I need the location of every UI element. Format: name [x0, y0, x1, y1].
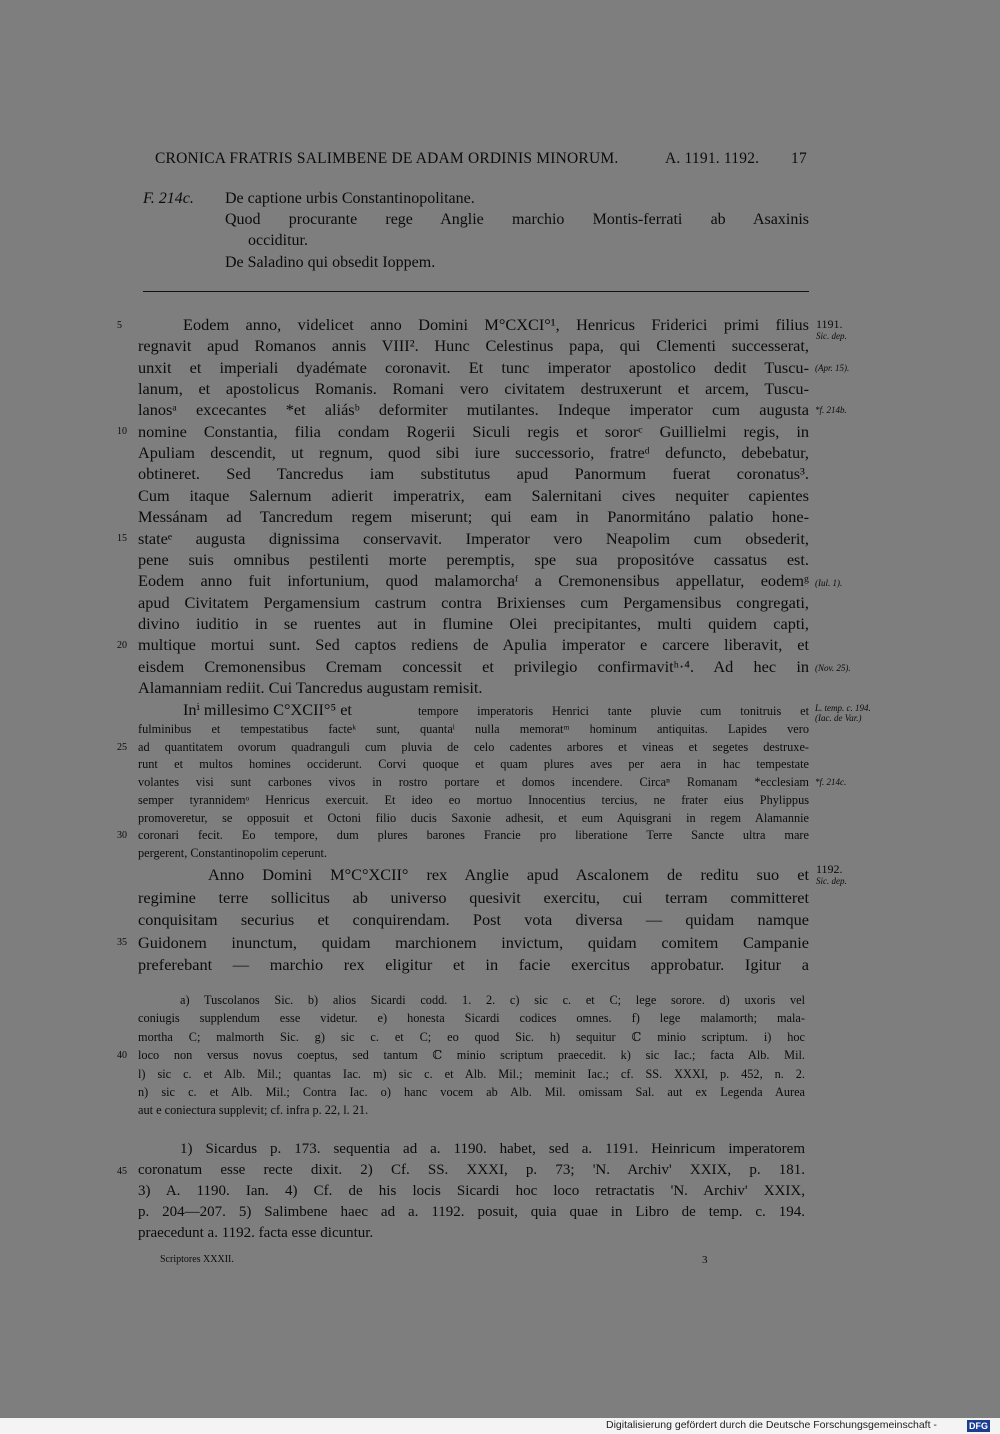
- footnote-line: coronatum esse recte dixit. 2) Cf. SS. XXXI, p. 73; 'N. Archiv' XXIX, p. 181.: [138, 1162, 805, 1178]
- text-line: coronari fecit. Eo tempore, dum plures barones Francie pro liberatione Terre Sancte ultra mare: [138, 828, 809, 843]
- text-line: lanum, et apostolicus Romanis. Romani vero civitatem destruxerunt et arcem, Tuscu-: [138, 379, 809, 399]
- apparatus-line: l) sic c. et Alb. Mil.; quantas Iac. m) sic c. et Alb. Mil.; meminit Iac.; cf. SS. XXXI, p. 452, n. 2.: [138, 1066, 805, 1081]
- text-line: stateᵉ augusta dignissima conservavit. Imperator vero Neapolim cum obsederit,: [138, 528, 809, 548]
- signature-left: Scriptores XXXII.: [160, 1254, 234, 1265]
- text-line: multique mortui sunt. Sed captos rediens de Apulia imperator e carcere liberavit, et: [138, 635, 809, 655]
- capitulum-line: Quod procurante rege Anglie marchio Montis-ferrati ab Asaxinis: [225, 211, 809, 228]
- footnote-line: 3) A. 1190. Ian. 4) Cf. de his locis Sicardi hoc loco retractatis 'N. Archiv' XXIX,: [138, 1183, 805, 1199]
- text-line: tempore imperatoris Henrici tante pluvie cum tonitruis et: [418, 704, 809, 718]
- footnote-line: p. 204—207. 5) Salimbene haec ad a. 1192. posuit, quia quae in Libro de temp. c. 194.: [138, 1204, 805, 1220]
- text-line: Guidonem inunctum, quidam marchionem invictum, quidam comitem Campanie: [138, 932, 809, 952]
- text-line: volantes visi sunt carbones vivos in rostro portare et domos incendere. Circaⁿ Romanam *ecclesiam: [138, 775, 809, 790]
- separator-rule: [143, 291, 809, 292]
- text-line: apud Civitatem Pergamensium castrum contra Brixienses cum Pergamensibus congregati,: [138, 592, 809, 612]
- apparatus-line: aut e coniectura supplevit; cf. infra p. 22, l. 21.: [138, 1103, 369, 1118]
- funding-note: Digitalisierung gefördert durch die Deutsche Forschungsgemeinschaft -: [606, 1419, 937, 1431]
- apparatus-line: a) Tuscolanos Sic. b) alios Sicardi codd. 1. 2. c) sic c. et C; lege sorore. d) uxoris vel: [180, 993, 805, 1007]
- line-number: 15: [117, 533, 127, 544]
- section-intro: Inⁱ millesimo C°XCII°⁵ et: [183, 700, 352, 719]
- text-line: regimine terre sollicitus ab universo quesivit exercitu, cui terram committeret: [138, 887, 809, 907]
- line-number: 5: [117, 320, 122, 331]
- margin-year: 1192.: [816, 862, 843, 876]
- folio-mark: F. 214c.: [143, 190, 194, 207]
- margin-date: (Apr. 15).: [815, 363, 850, 373]
- apparatus-line: n) sic c. et Alb. Mil.; Contra Iac. o) hanc vocem ab Alb. Mil. omissam Sal. aut ex Legenda Aurea: [138, 1085, 805, 1099]
- text-line: ad quantitatem ovorum quadranguli cum pluvia de celo cadentes arbores et vineas et segetes destruxe-: [138, 739, 809, 754]
- margin-source: Sic. dep.: [816, 876, 847, 886]
- line-number: 45: [117, 1166, 127, 1177]
- text-line: promoveretur, se opposuit et Octoni filio ducis Saxonie adhesit, et eum Aquisgrani in regem Alamannie: [138, 810, 809, 825]
- line-number: 30: [117, 830, 127, 841]
- text-line: obtineret. Sed Tancredus iam substitutus apud Panormum fuerat coronatus³.: [138, 464, 809, 484]
- margin-year: 1191.: [816, 317, 843, 331]
- capitulum-line: occiditur.: [248, 232, 308, 249]
- apparatus-line: coniugis supplendum esse videtur. e) honesta Sicardi codices omnes. f) lege malamorth; mala-: [138, 1011, 805, 1026]
- line-number: 40: [117, 1050, 127, 1061]
- text-line: runt et multos homines occiderunt. Corvi quoque et quam plures aves per aera in hac tempestate: [138, 757, 809, 772]
- running-title: CRONICA FRATRIS SALIMBENE DE ADAM ORDINIS MINORUM.: [155, 150, 619, 167]
- line-number: 35: [117, 937, 127, 948]
- margin-date: (Nov. 25).: [815, 663, 851, 673]
- text-line: lanosᵃ excecantes *et aliásᵇ deformiter mutilantes. Indeque imperator cum augusta: [138, 400, 809, 420]
- margin-source: Sic. dep.: [816, 331, 847, 341]
- apparatus-line: mortha C; malmorth Sic. g) sic c. et C; eo quod Sic. h) sequitur ℂ minio scriptum. i) hoc: [138, 1029, 805, 1044]
- header-year: A. 1191. 1192.: [665, 150, 760, 167]
- capitulum-line: De captione urbis Constantinopolitane.: [225, 190, 475, 207]
- text-line: regnavit apud Romanos annis VIII². Hunc Celestinus papa, qui Clementi successerat,: [138, 336, 809, 356]
- text-line: Messánam ad Tancredum regem miserunt; qui eam in Panormitáno palatio hone-: [138, 507, 809, 527]
- margin-folio: *f. 214c.: [815, 777, 847, 787]
- apparatus-line: loco non versus novus coeptus, sed tantum ℂ minio scriptum praecedit. k) sic Iac.; facta Alb. Mil.: [138, 1048, 805, 1063]
- footnote-line: 1) Sicardus p. 173. sequentia ad a. 1190. habet, sed a. 1191. Heinricum imperatorem: [180, 1141, 805, 1157]
- text-line: conquisitam securius et conquirendam. Post vota diversa — quidam namque: [138, 910, 809, 929]
- text-line: Apuliam descendit, ut regnum, quod sibi iure successorio, fratreᵈ defuncto, debebatur,: [138, 443, 809, 463]
- text-line: pene suis omnibus pestilenti morte peremptis, spe sua propositóve cassatus est.: [138, 549, 809, 569]
- text-line: semper tyrannidemᵒ Henricus exercuit. Et ideo eo mortuo Innocentius tercius, ne frater eius Phylippus: [138, 792, 809, 807]
- line-number: 20: [117, 640, 127, 651]
- text-line: nomine Constantia, filia condam Rogerii Siculi regis et sororᶜ Guillielmi regis, in: [138, 421, 809, 441]
- footnote-line: praecedunt a. 1192. facta esse dicuntur.: [138, 1225, 374, 1241]
- text-line: pergerent, Constantinopolim ceperunt.: [138, 845, 327, 860]
- margin-date: (Iul. 1).: [815, 578, 843, 588]
- text-line: Eodem anno fuit infortunium, quod malamorchaᶠ a Cremonensibus appellatur, eodemᵍ: [138, 571, 809, 591]
- line-number: 25: [117, 742, 127, 753]
- text-line: fulminibus et tempestatibus facteᵏ sunt, quantaˡ nulla memoratᵐ hominum antiquitas. Lapides vero: [138, 722, 809, 736]
- text-line: unxit et imperiali dyadémate coronavit. Et tunc imperator apostolico dedit Tuscu-: [138, 357, 809, 377]
- margin-source: L. temp. c. 194.: [815, 703, 871, 713]
- dfg-logo: DFG: [969, 1421, 988, 1431]
- line-number: 10: [117, 426, 127, 437]
- text-line: Eodem anno, videlicet anno Domini M°CXCI°¹, Henricus Friderici primi filius: [183, 315, 809, 334]
- text-line: Anno Domini M°C°XCII° rex Anglie apud Ascalonem de reditu suo et: [208, 865, 809, 884]
- margin-source: (Iac. de Var.): [815, 713, 862, 723]
- text-line: Alamanniam rediit. Cui Tancredus augustam remisit.: [138, 677, 483, 697]
- text-line: preferebant — marchio rex eligitur et in facie exercitus approbatur. Igitur a: [138, 955, 809, 974]
- text-line: divino iuditio in se ruentes aut in flumine Olei precipitantes, multi quidem capti,: [138, 613, 809, 633]
- capitulum-line: De Saladino qui obsedit Ioppem.: [225, 254, 436, 271]
- text-line: Cum itaque Salernum adierit imperatrix, eam Salernitani cives nequiter capientes: [138, 485, 809, 505]
- page-number: 17: [791, 150, 807, 167]
- signature-right: 3: [702, 1254, 708, 1266]
- text-line: eisdem Cremonensibus Cremam concessit et privilegio confirmavitʰ·⁴. Ad hec in: [138, 656, 809, 676]
- margin-folio: *f. 214b.: [815, 405, 847, 415]
